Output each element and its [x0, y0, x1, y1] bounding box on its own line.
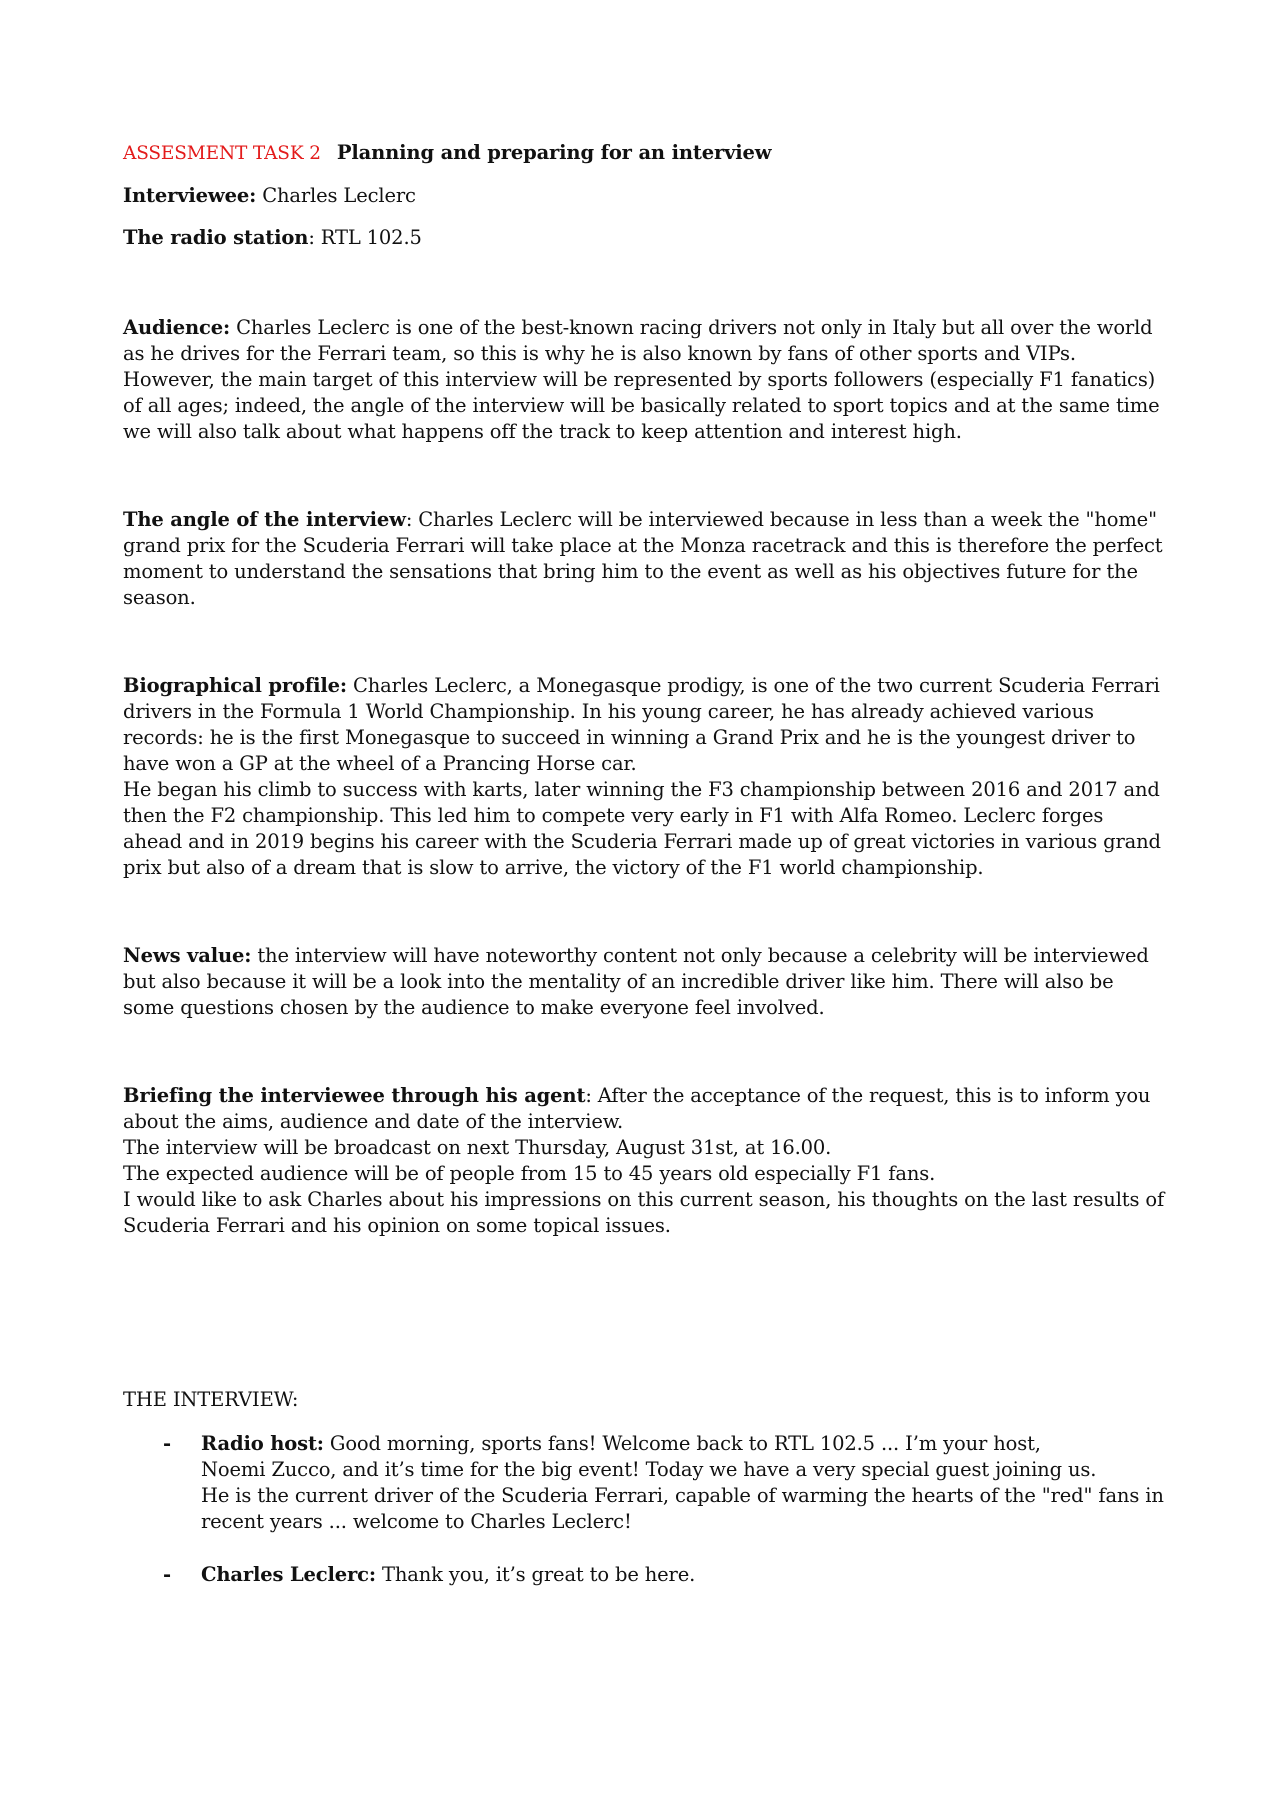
biographical-section — [123, 673, 1168, 881]
radio-host-line-2: Noemi Zucco, and it’s time for the big event! Today we have a very special guest joining us. — [201, 1458, 1097, 1481]
audience-text-2: However, the main target of this interview will be represented by sports followers (especially F1 fanatics) of all ages; indeed, the angle of the interview will be basically related to sport topics and at the same time we will also talk about what happens off the track to keep attention and interest high. — [123, 368, 1160, 443]
bio-label: Biographical profile: — [123, 674, 347, 697]
radio-station-label: The radio station — [123, 226, 309, 249]
interviewee-value: Charles Leclerc — [256, 184, 416, 207]
speaker-charles-leclerc: Charles Leclerc: — [201, 1563, 376, 1586]
task-header — [123, 140, 1168, 167]
audience-label: Audience: — [123, 316, 231, 339]
interview-heading: THE INTERVIEW: — [123, 1388, 299, 1411]
interview-turn-charles-leclerc — [123, 1562, 1168, 1588]
turn-dash: - — [163, 1432, 171, 1455]
briefing-label: Briefing the interviewee through his agent — [123, 1084, 586, 1107]
briefing-text-3: The expected audience will be of people from 15 to 45 years old especially F1 fans. — [123, 1162, 936, 1185]
interviewee-label: Interviewee: — [123, 184, 257, 207]
interview-turns — [123, 1431, 1168, 1588]
briefing-text-1: : After the acceptance of the request, this is to inform you about the aims, audience and date of the interview. — [123, 1084, 1151, 1133]
task-label: ASSESMENT TASK 2 — [123, 143, 321, 164]
news-value-section — [123, 943, 1168, 1021]
document-page — [123, 140, 1168, 1615]
task-title: Planning and preparing for an interview — [336, 141, 772, 164]
interview-turn-radio-host — [123, 1431, 1168, 1535]
bio-text-2: He began his climb to success with karts, later winning the F3 championship between 2016 and 2017 and then the F2 championship. This led him to compete very early in F1 with Alfa Romeo. Leclerc forges ahead and in 2019 begins his career with the Scuderia Ferrari made up of great victories in various grand prix but also of a dream that is slow to arrive, the victory of the F1 world championship. — [123, 778, 1161, 879]
news-text: the interview will have noteworthy content not only because a celebrity will be interviewed but also because it will be a look into the mentality of an incredible driver like him. There will also be some questions chosen by the audience to make everyone feel involved. — [123, 944, 1149, 1019]
speaker-radio-host: Radio host: — [201, 1432, 324, 1455]
radio-station-line — [123, 225, 1168, 251]
turn-dash: - — [163, 1563, 171, 1586]
charles-leclerc-line-1: Thank you, it’s great to be here. — [375, 1563, 696, 1586]
audience-text-1: Charles Leclerc is one of the best-known racing drivers not only in Italy but all over the world as he drives for the Ferrari team, so this is why he is also known by fans of other sports and VIPs. — [123, 316, 1153, 365]
angle-text: : Charles Leclerc will be interviewed because in less than a week the "home" grand prix for the Scuderia Ferrari will take place at the Monza racetrack and this is therefore the perfect moment to understand the sensations that bring him to the event as well as his objectives future for the season. — [123, 508, 1163, 609]
radio-station-value: : RTL 102.5 — [308, 226, 422, 249]
audience-section — [123, 315, 1168, 445]
interviewee-line — [123, 183, 1168, 209]
briefing-text-4: I would like to ask Charles about his impressions on this current season, his thoughts on the last results of Scuderia Ferrari and his opinion on some topical issues. — [123, 1188, 1165, 1237]
news-label: News value: — [123, 944, 252, 967]
bio-text-1: Charles Leclerc, a Monegasque prodigy, is one of the two current Scuderia Ferrari drivers in the Formula 1 World Championship. In his young career, he has already achieved various records: he is the first Monegasque to succeed in winning a Grand Prix and he is the youngest driver to have won a GP at the wheel of a Prancing Horse car. — [123, 674, 1160, 775]
angle-section — [123, 507, 1168, 611]
radio-host-line-3: He is the current driver of the Scuderia Ferrari, capable of warming the hearts of the "red" fans in recent years ... welcome to Charles Leclerc! — [201, 1484, 1164, 1533]
briefing-text-2: The interview will be broadcast on next Thursday, August 31st, at 16.00. — [123, 1136, 832, 1159]
briefing-section — [123, 1083, 1168, 1239]
radio-host-line-1: Good morning, sports fans! Welcome back to RTL 102.5 ... I’m your host, — [323, 1432, 1041, 1455]
angle-label: The angle of the interview — [123, 508, 406, 531]
